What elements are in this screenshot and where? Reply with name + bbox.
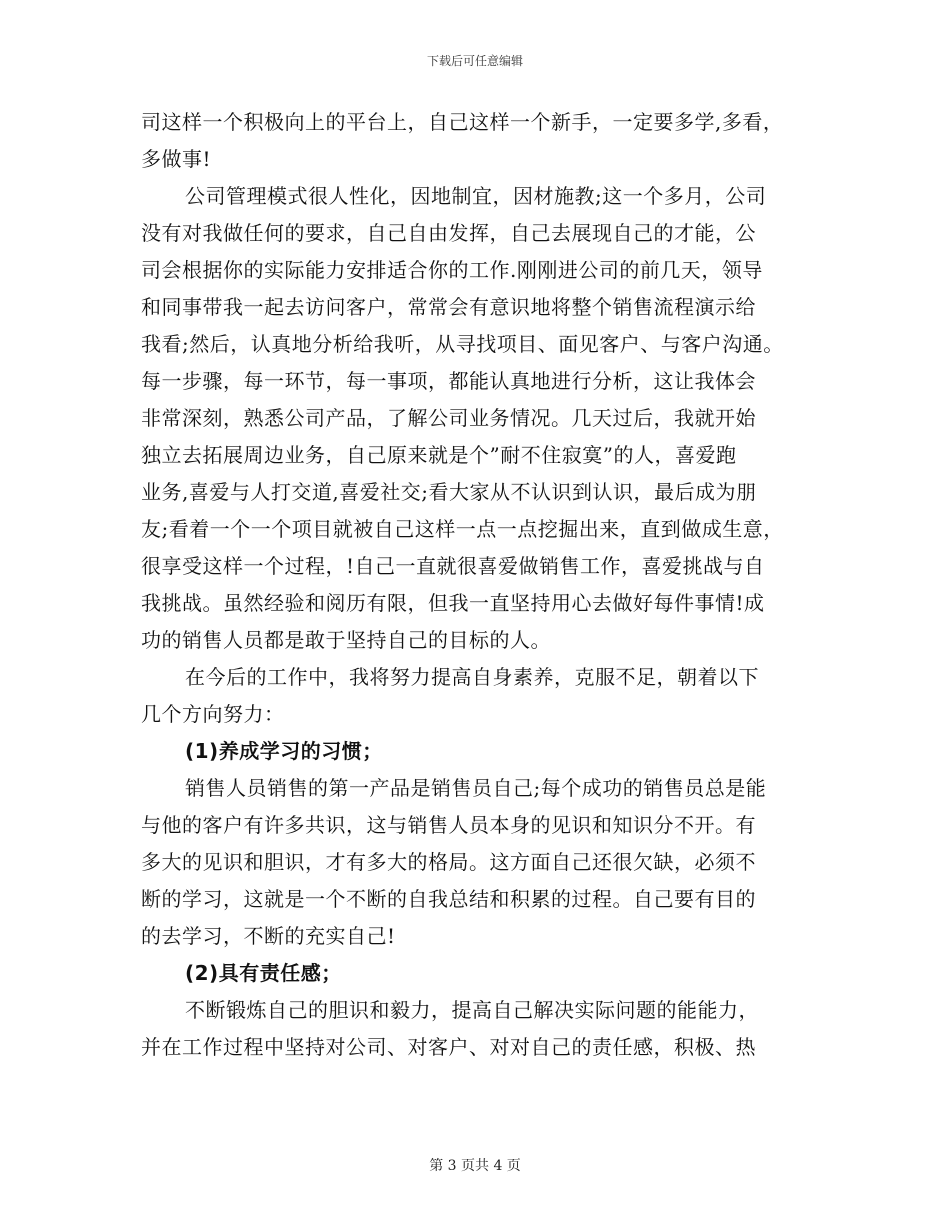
- body-line: 几个方向努力：: [141, 702, 285, 726]
- body-line: 没有对我做任何的要求，自己自由发挥，自己去展现自己的才能，公: [141, 221, 756, 245]
- body-line: 司这样一个积极向上的平台上，自己这样一个新手，一定要多学,多看，: [141, 110, 784, 134]
- body-line: 并在工作过程中坚持对公司、对客户、对对自己的责任感，积极、热: [141, 1035, 756, 1059]
- body-line: 在今后的工作中，我将努力提高自身素养，克服不足，朝着以下: [185, 665, 759, 689]
- body-line: 业务,喜爱与人打交道,喜爱社交;看大家从不认识到认识，最后成为朋: [141, 480, 757, 504]
- body-line: 多大的见识和胆识，才有多大的格局。这方面自己还很欠缺，必须不: [141, 850, 756, 874]
- body-line: 非常深刻，熟悉公司产品，了解公司业务情况。几天过后，我就开始: [141, 406, 756, 430]
- body-line: 每一步骤，每一环节，每一事项，都能认真地进行分析，这让我体会: [141, 369, 756, 393]
- page-footer: 第 3 页共 4 页: [429, 1158, 521, 1174]
- section-heading-1: (1)养成学习的习惯；: [185, 739, 383, 763]
- body-line: 司会根据你的实际能力安排适合你的工作.刚刚进公司的前几天，领导: [141, 258, 763, 282]
- body-line: 很享受这样一个过程，!自己一直就很喜爱做销售工作，喜爱挑战与自: [141, 554, 765, 578]
- body-line: 我看;然后，认真地分析给我听，从寻找项目、面见客户、与客户沟通。: [141, 332, 784, 356]
- body-line: 多做事!: [141, 147, 212, 171]
- body-line: 独立去拓展周边业务，自己原来就是个”耐不住寂寞”的人，喜爱跑: [141, 443, 737, 467]
- body-line: 销售人员销售的第一产品是销售员自己;每个成功的销售员总是能: [185, 776, 767, 800]
- body-line: 不断锻炼自己的胆识和毅力，提高自己解决实际问题的能能力，: [185, 998, 759, 1022]
- body-line: 公司管理模式很人性化，因地制宜，因材施教;这一个多月，公司: [185, 184, 767, 208]
- body-line: 友;看着一个一个项目就被自己这样一点一点挖掘出来，直到做成生意，: [141, 517, 784, 541]
- body-line: 功的销售人员都是敢于坚持自己的目标的人。: [141, 628, 551, 652]
- body-line: 我挑战。虽然经验和阅历有限，但我一直坚持用心去做好每件事情!成: [141, 591, 765, 615]
- body-line: 与他的客户有许多共识，这与销售人员本身的见识和知识分不开。有: [141, 813, 756, 837]
- body-line: 和同事带我一起去访问客户，常常会有意识地将整个销售流程演示给: [141, 295, 756, 319]
- document-body: [141, 104, 821, 1066]
- page-header: 下载后可任意编辑: [426, 54, 523, 68]
- body-line: 的去学习，不断的充实自己!: [141, 924, 396, 948]
- section-heading-2: (2)具有责任感；: [185, 961, 342, 985]
- body-line: 断的学习，这就是一个不断的自我总结和积累的过程。自己要有目的: [141, 887, 756, 911]
